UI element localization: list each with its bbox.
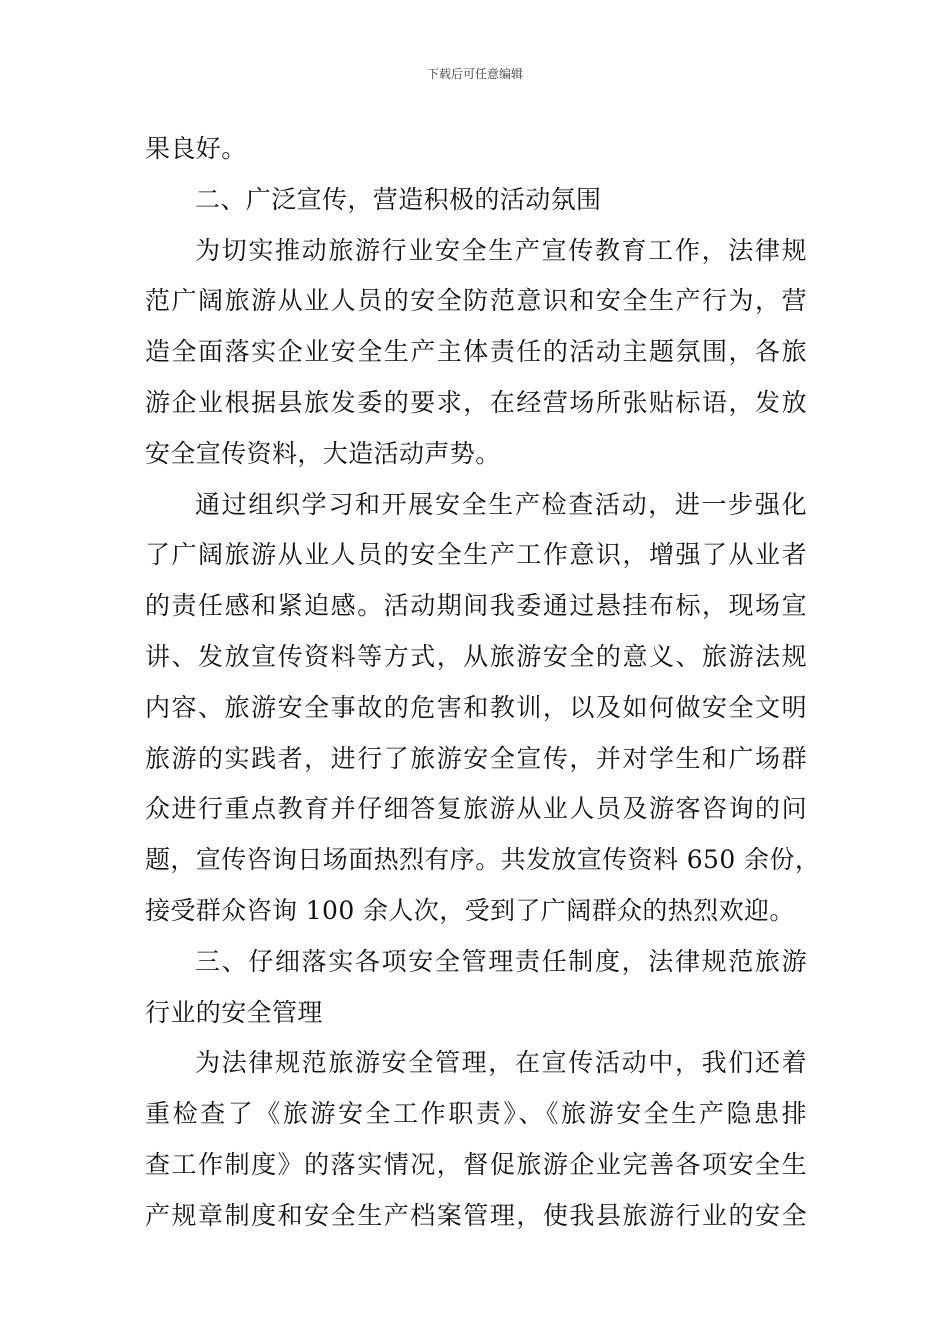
paragraph-line: 果良好。 [145, 134, 247, 163]
paragraph-line: 游企业根据县旅发委的要求，在经营场所张贴标语，发放 [145, 387, 807, 417]
paragraph-line: 内容、旅游安全事故的危害和教训，以及如何做安全文明 [145, 692, 807, 722]
paragraph-line: 为切实推动旅游行业安全生产宣传教育工作，法律规 [195, 235, 807, 265]
page-header: 下载后可任意编辑 [426, 67, 523, 81]
paragraph-line: 为法律规范旅游安全管理，在宣传活动中，我们还着 [195, 1048, 807, 1078]
paragraph-line: 旅游的实践者，进行了旅游安全宣传，并对学生和广场群 [145, 743, 807, 773]
paragraph-line: 产规章制度和安全生产档案管理，使我县旅游行业的安全 [145, 1200, 807, 1230]
document-body [145, 124, 821, 1242]
paragraph-line: 众进行重点教育并仔细答复旅游从业人员及游客咨询的问 [145, 794, 807, 824]
paragraph-line: 通过组织学习和开展安全生产检查活动，进一步强化 [195, 489, 807, 519]
paragraph-line: 讲、发放宣传资料等方式，从旅游安全的意义、旅游法规 [145, 641, 807, 671]
paragraph-line: 重检查了《旅游安全工作职责》、《旅游安全生产隐患排 [145, 1099, 807, 1129]
section-heading-2: 二、广泛宣传，营造积极的活动氛围 [195, 184, 602, 214]
section-heading-3: 三、仔细落实各项安全管理责任制度，法律规范旅游 [195, 946, 807, 976]
section-heading-3-cont: 行业的安全管理 [145, 997, 323, 1027]
paragraph-line: 造全面落实企业安全生产主体责任的活动主题氛围，各旅 [145, 337, 807, 367]
paragraph-line: 了广阔旅游从业人员的安全生产工作意识，增强了从业者 [145, 540, 807, 570]
paragraph-line: 查工作制度》的落实情况，督促旅游企业完善各项安全生 [145, 1149, 807, 1179]
paragraph-line: 的责任感和紧迫感。活动期间我委通过悬挂布标，现场宣 [145, 591, 807, 621]
paragraph-line: 安全宣传资料，大造活动声势。 [145, 438, 501, 468]
paragraph-line: 题，宣传咨询日场面热烈有序。共发放宣传资料 650 余份， [145, 845, 821, 875]
paragraph-line: 接受群众咨询 100 余人次，受到了广阔群众的热烈欢迎。 [145, 895, 795, 925]
paragraph-line: 范广阔旅游从业人员的安全防范意识和安全生产行为，营 [145, 286, 807, 316]
